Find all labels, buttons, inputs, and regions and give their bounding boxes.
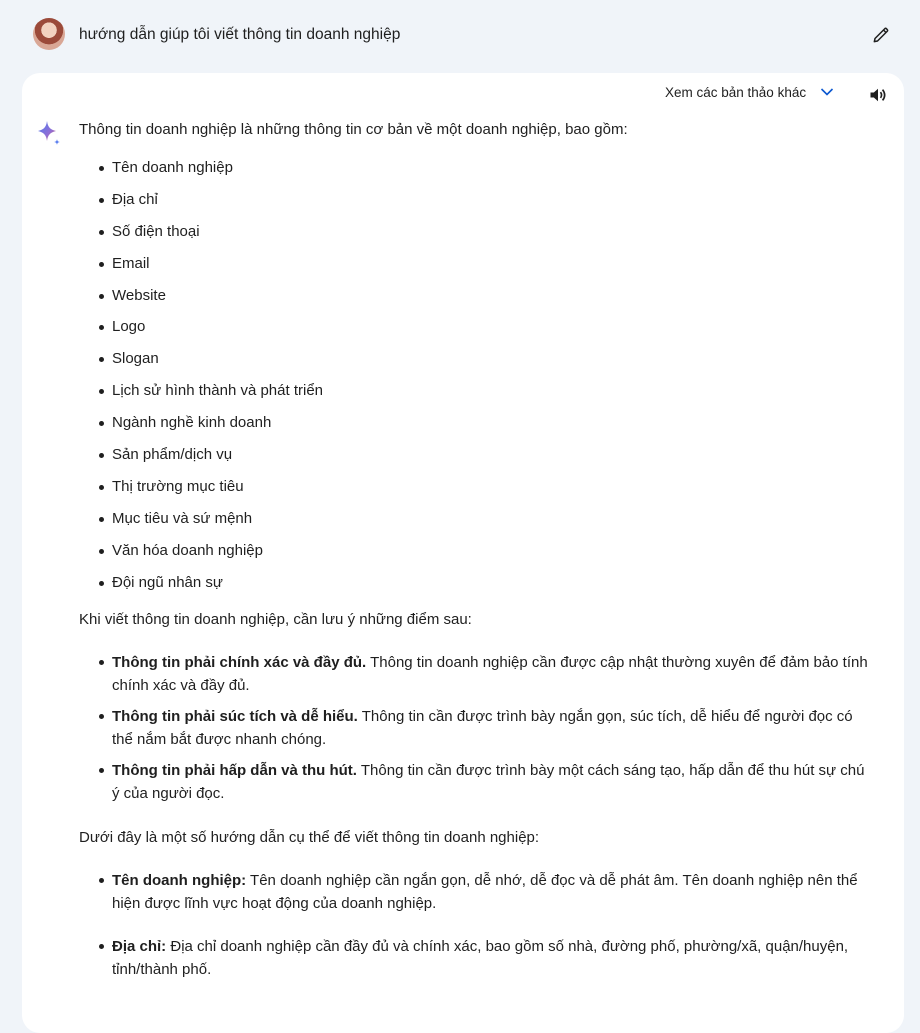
list-item xyxy=(79,759,869,805)
response-card xyxy=(22,73,904,1033)
list-item: Số điện thoại xyxy=(79,221,869,253)
list-item: Logo xyxy=(79,316,869,348)
list-item: Địa chỉ xyxy=(79,189,869,221)
list-item: Slogan xyxy=(79,348,869,380)
list-item: Đội ngũ nhân sự xyxy=(79,572,869,604)
list-item xyxy=(79,935,869,981)
read-aloud-button[interactable] xyxy=(868,85,890,105)
speaker-icon xyxy=(868,85,888,105)
guide-list xyxy=(79,869,869,981)
list-item: Văn hóa doanh nghiệp xyxy=(79,540,869,572)
pencil-icon xyxy=(871,25,891,45)
note-text: Thông tin cần được trình bày một cách sáng tạo, hấp dẫn để thu hút sự chú ý của người đọc. xyxy=(112,762,865,803)
list-item: Email xyxy=(79,253,869,285)
list-item: Website xyxy=(79,285,869,317)
note-bold: Thông tin phải chính xác và đầy đủ. xyxy=(112,654,367,672)
guide-bold: Địa chỉ: xyxy=(112,938,167,956)
notes-list xyxy=(79,651,869,805)
user-avatar[interactable] xyxy=(33,18,65,50)
note-text: Thông tin doanh nghiệp cần được cập nhật thường xuyên để đảm bảo tính chính xác và đầy đủ. xyxy=(112,654,868,695)
notes-intro: Khi viết thông tin doanh nghiệp, cần lưu ý những điểm sau: xyxy=(79,611,472,629)
user-prompt xyxy=(0,0,920,70)
note-text: Thông tin cần được trình bày ngắn gọn, súc tích, dễ hiểu để người đọc có thể nắm bắt được nhanh chóng. xyxy=(112,708,853,749)
note-bold: Thông tin phải súc tích và dễ hiểu. xyxy=(112,708,358,726)
list-item xyxy=(79,869,869,915)
guide-intro: Dưới đây là một số hướng dẫn cụ thể để viết thông tin doanh nghiệp: xyxy=(79,829,540,847)
response-intro: Thông tin doanh nghiệp là những thông tin cơ bản về một doanh nghiệp, bao gồm: xyxy=(79,121,628,138)
list-item xyxy=(79,705,869,751)
info-list xyxy=(79,157,869,603)
prompt-text: hướng dẫn giúp tôi viết thông tin doanh nghiệp xyxy=(79,26,401,43)
list-item: Ngành nghề kinh doanh xyxy=(79,412,869,444)
gemini-sparkle-icon xyxy=(34,119,64,149)
guide-text: Tên doanh nghiệp cần ngắn gọn, dễ nhớ, dễ đọc và dễ phát âm. Tên doanh nghiệp nên thể hiện được lĩnh vực hoạt động của doanh nghiệp. xyxy=(112,872,858,913)
edit-prompt-button[interactable] xyxy=(868,22,894,48)
list-item: Sản phẩm/dịch vụ xyxy=(79,444,869,476)
note-bold: Thông tin phải hấp dẫn và thu hút. xyxy=(112,762,357,780)
guide-bold: Tên doanh nghiệp: xyxy=(112,872,247,890)
list-item: Lịch sử hình thành và phát triển xyxy=(79,380,869,412)
response-content xyxy=(79,119,869,981)
chevron-down-icon xyxy=(820,85,834,100)
list-item: Tên doanh nghiệp xyxy=(79,157,869,189)
list-item: Mục tiêu và sứ mệnh xyxy=(79,508,869,540)
list-item: Thị trường mục tiêu xyxy=(79,476,869,508)
show-drafts-label: Xem các bản thảo khác xyxy=(665,85,807,100)
guide-text: Địa chỉ doanh nghiệp cần đầy đủ và chính xác, bao gồm số nhà, đường phố, phường/xã, quận/huyện, tỉnh/thành phố. xyxy=(112,938,849,979)
show-drafts-button[interactable] xyxy=(665,85,834,100)
list-item xyxy=(79,651,869,697)
